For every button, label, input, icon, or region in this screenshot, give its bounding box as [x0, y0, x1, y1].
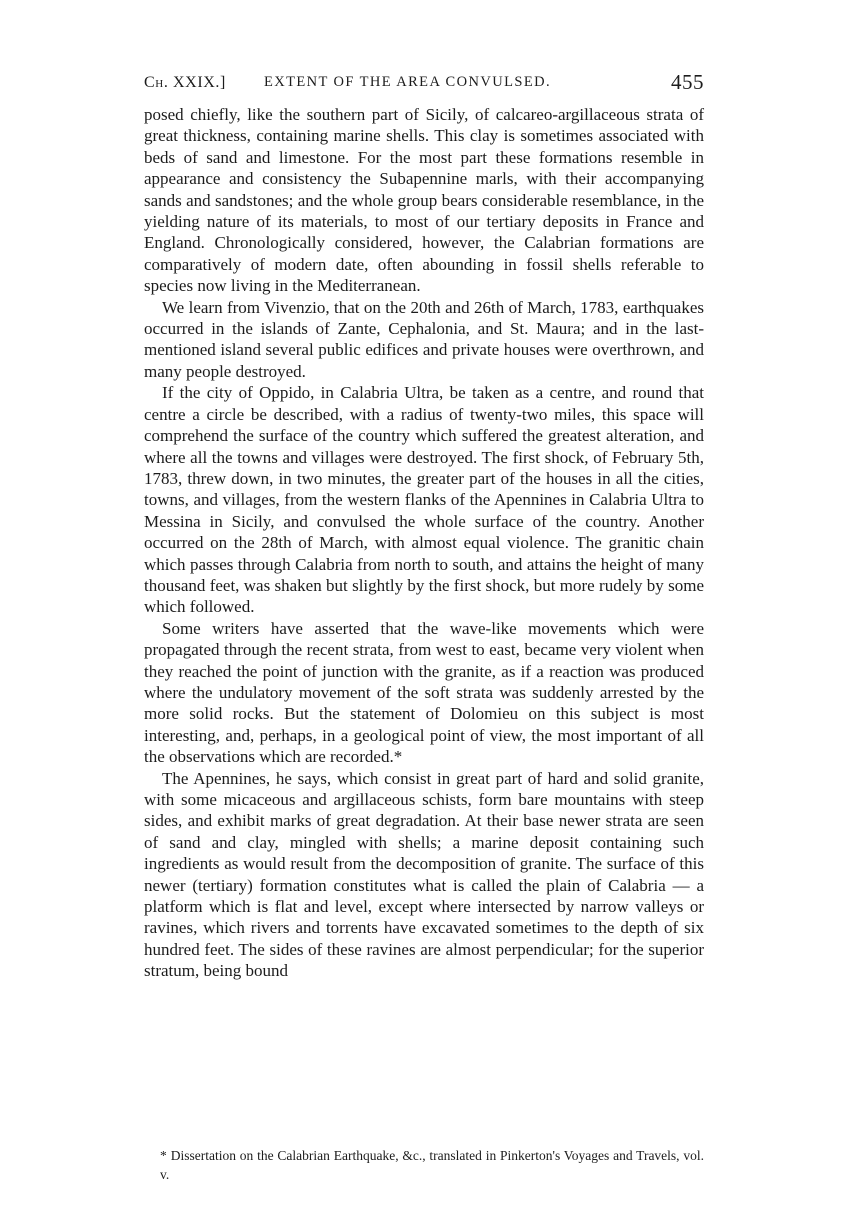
- running-title: EXTENT OF THE AREA CONVULSED.: [264, 74, 551, 90]
- paragraph-3: If the city of Oppido, in Calabria Ultra, be taken as a centre, and round that centre a circle be described, with a radius of twenty-two miles, this space will comprehend the surface of the country which suffered the greatest alteration, and where all the towns and villages were destroyed. The first shock, of February 5th, 1783, threw down, in two minutes, the greater part of the houses in all the cities, towns, and villages, from the western flanks of the Apennines in Calabria Ultra to Messina in Sicily, and convulsed the whole surface of the country. Another occurred on the 28th of March, with almost equal violence. The granitic chain which passes through Calabria from north to south, and attains the height of many thousand feet, was shaken but slightly by the first shock, but more rudely by some which followed.: [144, 383, 704, 617]
- paragraph-4: Some writers have asserted that the wave-like movements which were propagated through the recent strata, from west to east, became very violent when they reached the point of junction with the granite, as if a reaction was produced where the undulatory movement of the soft strata was suddenly arrested by the more solid rocks. But the statement of Dolomieu on this subject is most interesting, and, perhaps, in a geological point of view, the most important of all the observations which are recorded.*: [144, 618, 704, 767]
- footnote-area: [160, 1146, 704, 1184]
- footnote-text: Dissertation on the Calabrian Earthquake, &c., translated in Pinkerton's Voyages and Travels, vol. v.: [160, 1148, 704, 1182]
- footnote: [160, 1146, 704, 1184]
- footnote-marker: *: [160, 1148, 167, 1163]
- running-header: [144, 70, 704, 96]
- body-text: [144, 104, 704, 982]
- book-page: [144, 70, 704, 982]
- paragraph-1: posed chiefly, like the southern part of Sicily, of calcareo-argillaceous strata of great thickness, containing marine shells. This clay is sometimes associated with beds of sand and limestone. For the most part these formations resemble in appearance and consistency the Subapennine marls, with their accompanying sands and sandstones; and the whole group bears considerable resemblance, in the yielding nature of its materials, to most of our tertiary deposits in France and England. Chronologically considered, however, the Calabrian formations are comparatively of modern date, often abounding in fossil shells referable to species now living in the Mediterranean.: [144, 105, 704, 296]
- paragraph-2: We learn from Vivenzio, that on the 20th and 26th of March, 1783, earthquakes occurred in the islands of Zante, Cephalonia, and St. Maura; and in the last-mentioned island several public edifices and private houses were overthrown, and many people destroyed.: [144, 297, 704, 381]
- page-number: 455: [671, 70, 704, 94]
- paragraph-5: The Apennines, he says, which consist in great part of hard and solid granite, with some micaceous and argillaceous schists, form bare mountains with steep sides, and exhibit marks of great degradation. At their base newer strata are seen of sand and clay, mingled with shells; a marine deposit containing such ingredients as would result from the decomposition of granite. The surface of this newer (tertiary) formation constitutes what is called the plain of Calabria — a platform which is flat and level, except where intersected by narrow valleys or ravines, which rivers and torrents have excavated sometimes to the depth of six hundred feet. The sides of these ravines are almost perpendicular; for the superior stratum, being bound: [144, 768, 704, 981]
- chapter-reference: Ch. XXIX.]: [144, 74, 226, 91]
